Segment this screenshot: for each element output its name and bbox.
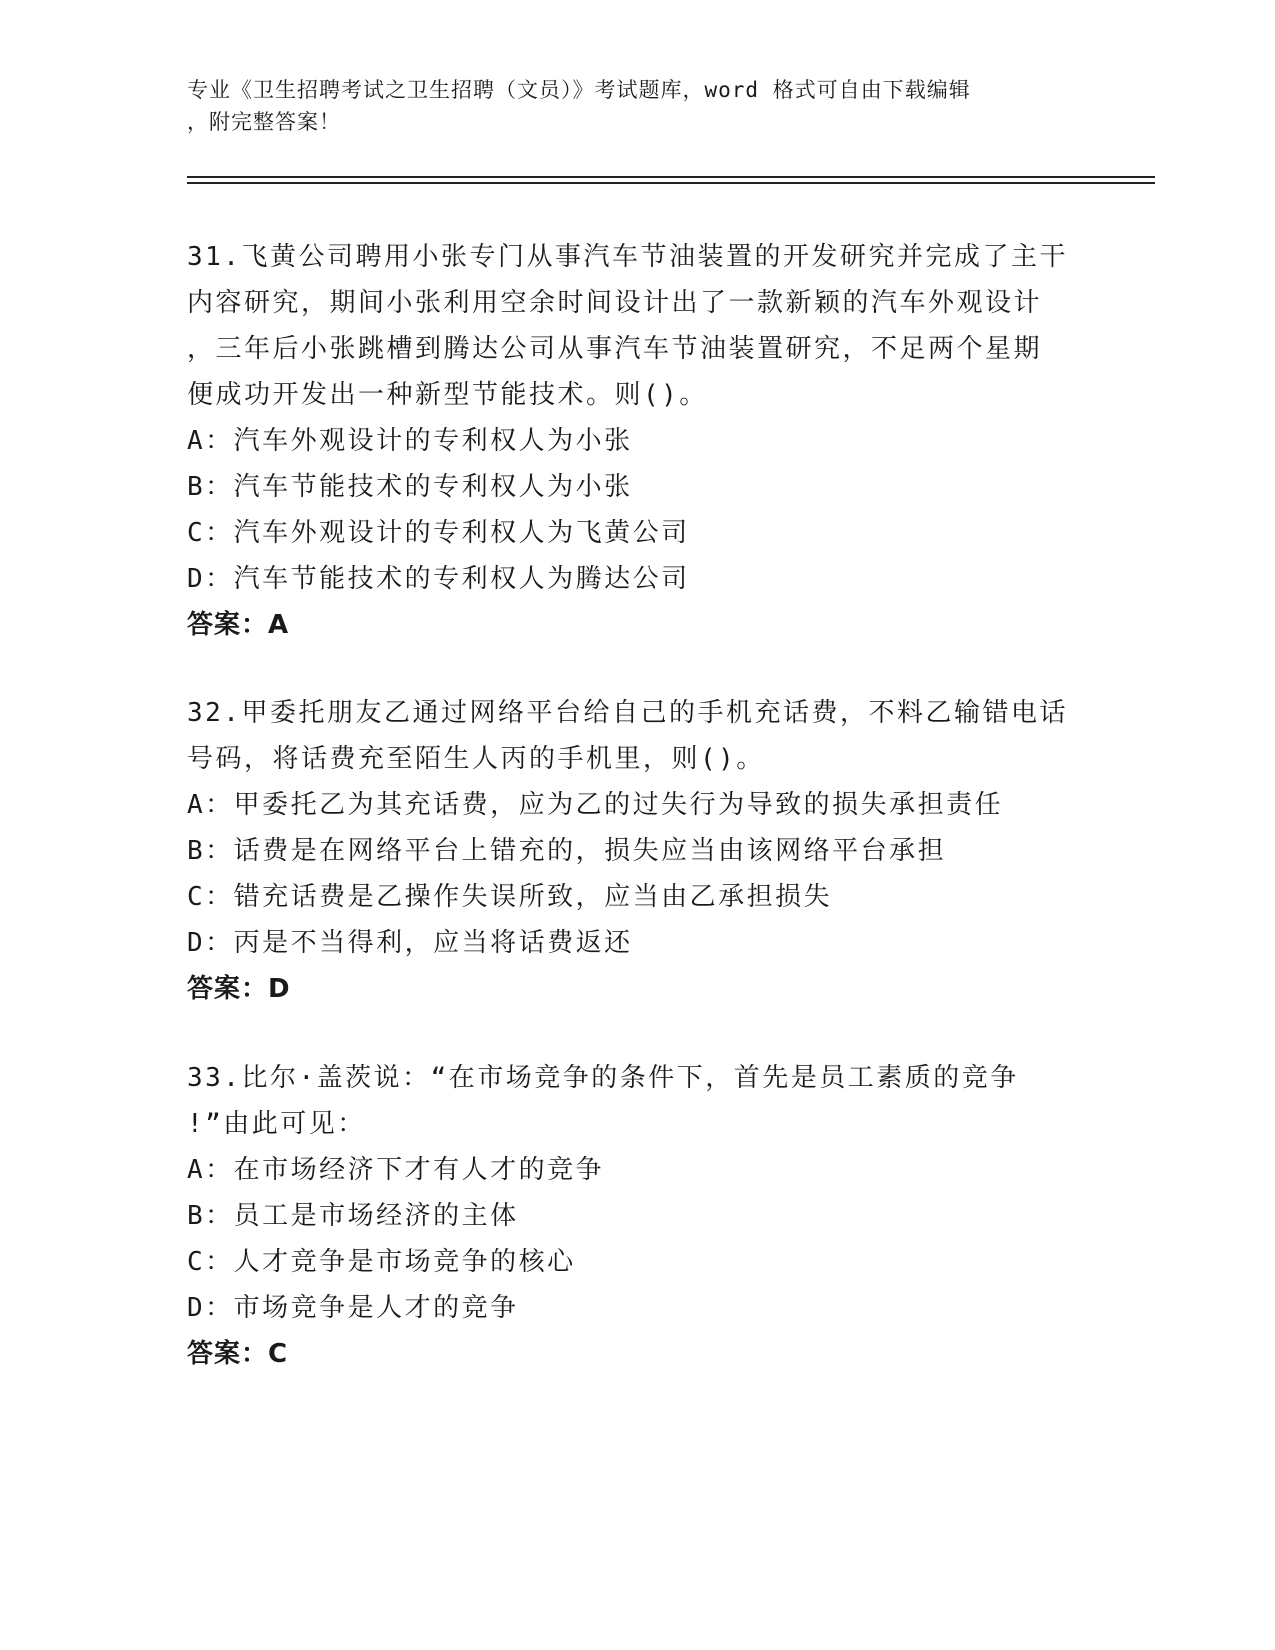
- answer-label: 答案：D: [187, 974, 291, 1004]
- question-stem-line: ，三年后小张跳槽到腾达公司从事汽车节油装置研究，不足两个星期: [187, 334, 1043, 364]
- answer-label: 答案：A: [187, 610, 290, 640]
- question-32: [187, 690, 1077, 1012]
- question-31: [187, 234, 1077, 648]
- header-line-2: ，附完整答案！: [187, 110, 341, 134]
- option-c: C：汽车外观设计的专利权人为飞黄公司: [187, 518, 690, 548]
- question-stem-line: !”由此可见：: [187, 1109, 366, 1139]
- question-33: [187, 1055, 1077, 1377]
- option-b: B：汽车节能技术的专利权人为小张: [187, 472, 633, 502]
- answer-label: 答案：C: [187, 1339, 289, 1369]
- option-a: A：甲委托乙为其充话费，应为乙的过失行为导致的损失承担责任: [187, 790, 1004, 820]
- document-header: [187, 74, 1087, 138]
- header-divider-top: [187, 176, 1155, 178]
- question-stem-line: 32.甲委托朋友乙通过网络平台给自己的手机充话费，不料乙输错电话: [187, 698, 1068, 728]
- header-divider-bottom: [187, 182, 1155, 184]
- option-d: D：市场竞争是人才的竞争: [187, 1293, 519, 1323]
- option-a: A：在市场经济下才有人才的竞争: [187, 1155, 605, 1185]
- question-stem-line: 33.比尔·盖茨说：“在市场竞争的条件下，首先是员工素质的竞争: [187, 1063, 1019, 1093]
- option-c: C：人才竞争是市场竞争的核心: [187, 1247, 576, 1277]
- question-stem-line: 便成功开发出一种新型节能技术。则()。: [187, 380, 708, 410]
- option-d: D：汽车节能技术的专利权人为腾达公司: [187, 564, 690, 594]
- option-d: D：丙是不当得利，应当将话费返还: [187, 928, 633, 958]
- option-b: B：员工是市场经济的主体: [187, 1201, 519, 1231]
- question-stem-line: 号码，将话费充至陌生人丙的手机里，则()。: [187, 744, 765, 774]
- option-c: C：错充话费是乙操作失误所致，应当由乙承担损失: [187, 882, 833, 912]
- option-b: B：话费是在网络平台上错充的，损失应当由该网络平台承担: [187, 836, 947, 866]
- question-stem-line: 内容研究，期间小张利用空余时间设计出了一款新颖的汽车外观设计: [187, 288, 1043, 318]
- option-a: A：汽车外观设计的专利权人为小张: [187, 426, 633, 456]
- question-stem-line: 31.飞黄公司聘用小张专门从事汽车节油装置的开发研究并完成了主干: [187, 242, 1068, 272]
- header-line-1: 专业《卫生招聘考试之卫生招聘（文员）》考试题库，word 格式可自由下载编辑: [187, 78, 971, 102]
